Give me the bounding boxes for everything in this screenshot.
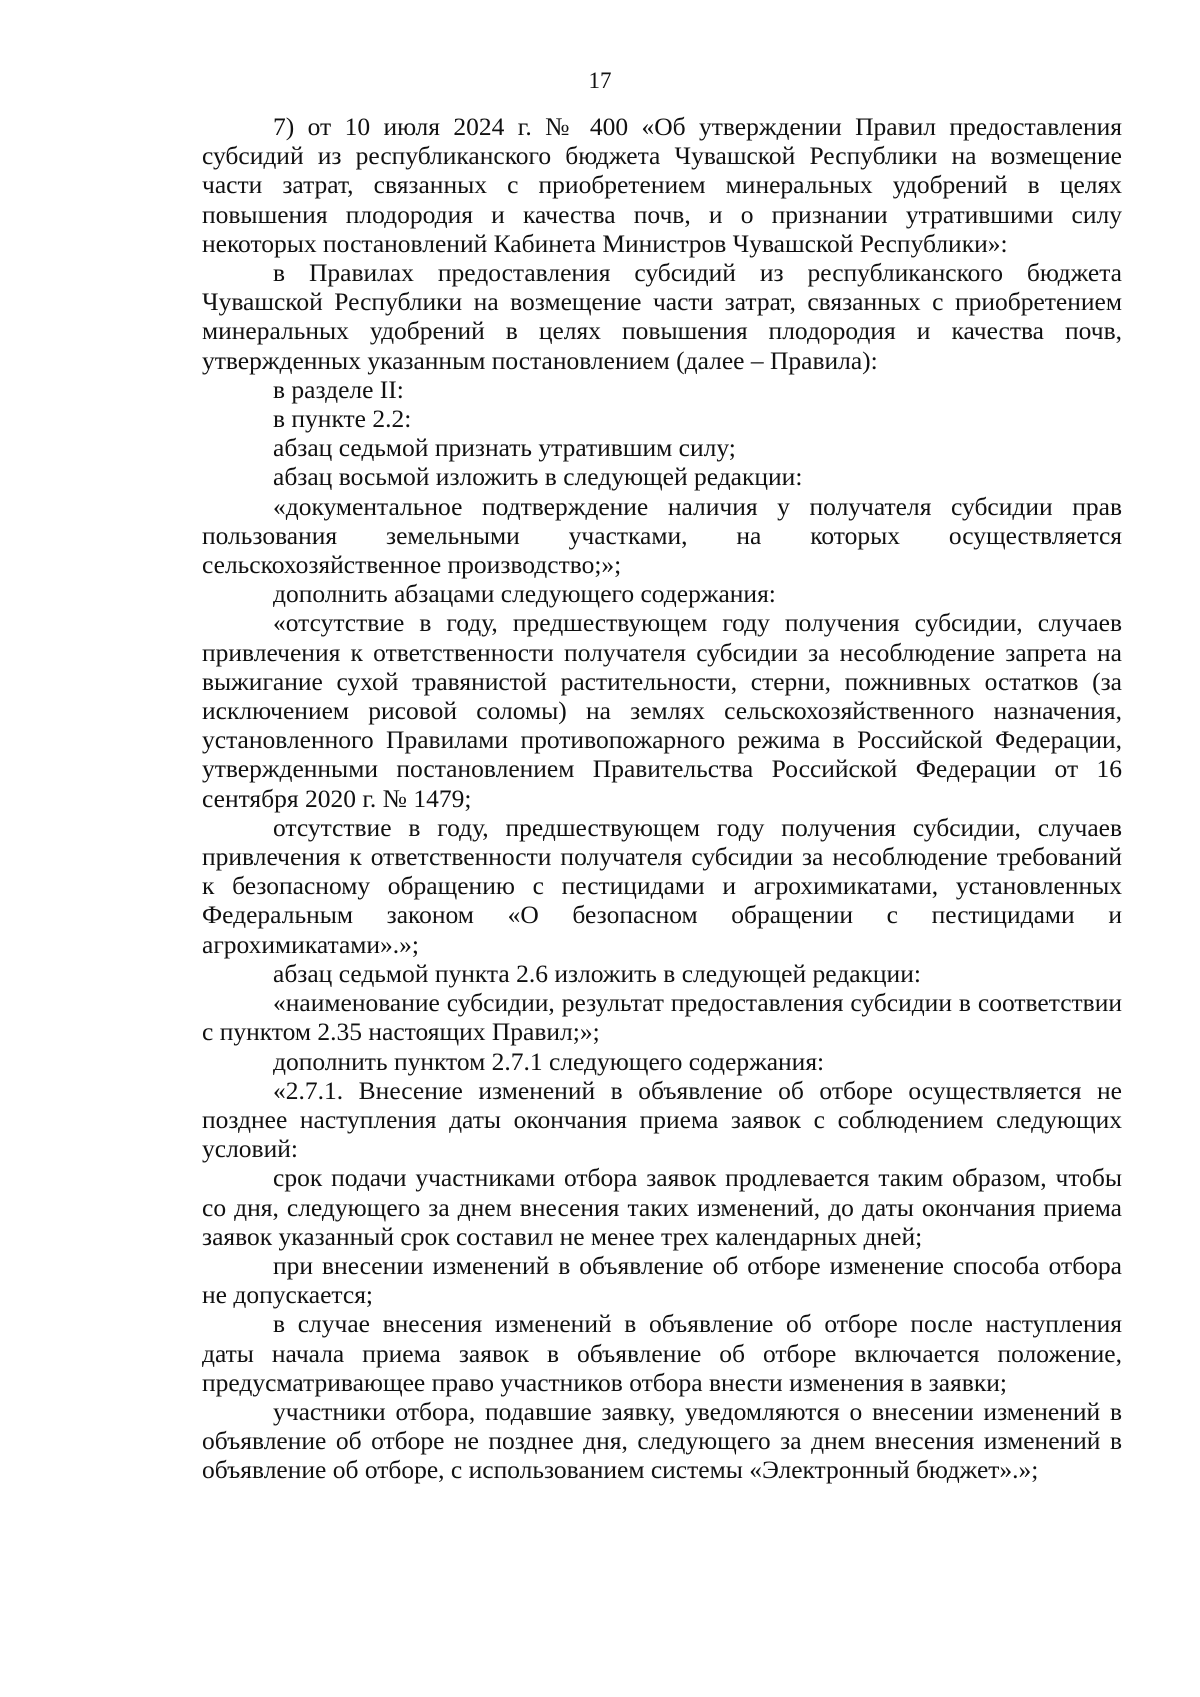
paragraph: «2.7.1. Внесение изменений в объявление об отборе осуществляется не позднее наступления даты окончания приема заявок с соблюдением следующих условий:: [202, 1075, 1122, 1164]
paragraph: «документальное подтверждение наличия у получателя субсидии прав пользования земельными участками, на которых осуществляется сельскохозяйственное производство;»;: [202, 491, 1122, 580]
paragraph: срок подачи участниками отбора заявок продлевается таким образом, чтобы со дня, следующего за днем внесения таких изменений, до даты окончания приема заявок указанный срок составил не менее трех календарных дней;: [202, 1163, 1122, 1251]
paragraph: абзац седьмой признать утратившим силу;: [273, 433, 736, 463]
page-number: 17: [588, 68, 612, 93]
paragraph: абзац седьмой пункта 2.6 изложить в следующей редакции:: [273, 958, 921, 988]
paragraph: в Правилах предоставления субсидий из республиканского бюджета Чувашской Республики на возмещение части затрат, связанных с приобретением минеральных удобрений в целях повышения плодородия и качества почв, утвержденных указанным постановлением (далее – Правила):: [202, 258, 1122, 375]
paragraph: отсутствие в году, предшествующем году получения субсидии, случаев привлечения к ответственности получателя субсидии за несоблюдение требований к безопасному обращению с пестицидами и агрохимикатами, установленных Федеральным законом «О безопасном обращении с пестицидами и агрохимикатами».»;: [202, 812, 1122, 959]
paragraph: «отсутствие в году, предшествующем году получения субсидии, случаев привлечения к ответственности получателя субсидии за несоблюдение запрета на выжигание сухой травянистой растительности, стерни, пожнивных остатков (за исключением рисовой соломы) на землях сельскохозяйственного назначения, установленного Правилами противопожарного режима в Российской Федерации, утвержденными постановлением Правительства Российской Федерации от 16 сентября 2020 г. № 1479;: [202, 608, 1122, 813]
paragraph: «наименование субсидии, результат предоставления субсидии в соответствии с пунктом 2.35 настоящих Правил;»;: [202, 988, 1122, 1047]
paragraph: 7) от 10 июля 2024 г. № 400 «Об утверждении Правил предоставления субсидий из республиканского бюджета Чувашской Республики на возмещение части затрат, связанных с приобретением минеральных удобрений в целях повышения плодородия и качества почв, и о признании утратившими силу некоторых постановлений Кабинета Министров Чувашской Республики»:: [202, 112, 1122, 258]
paragraph: участники отбора, подавшие заявку, уведомляются о внесении изменений в объявление об отборе не позднее дня, следующего за днем внесения изменений в объявление об отборе, с использованием системы «Электронный бюджет».»;: [202, 1396, 1122, 1485]
paragraph: в разделе II:: [273, 374, 404, 404]
paragraph: в случае внесения изменений в объявление об отборе после наступления даты начала приема заявок в объявление об отборе включается положение, предусматривающее право участников отбора внести изменения в заявки;: [202, 1309, 1122, 1397]
paragraph: при внесении изменений в объявление об отборе изменение способа отбора не допускается;: [202, 1250, 1122, 1310]
document-body: [202, 112, 1122, 1485]
paragraph: абзац восьмой изложить в следующей редакции:: [273, 462, 803, 492]
paragraph: дополнить абзацами следующего содержания:: [273, 579, 776, 609]
paragraph: в пункте 2.2:: [273, 404, 412, 434]
paragraph: дополнить пунктом 2.7.1 следующего содержания:: [273, 1046, 825, 1076]
